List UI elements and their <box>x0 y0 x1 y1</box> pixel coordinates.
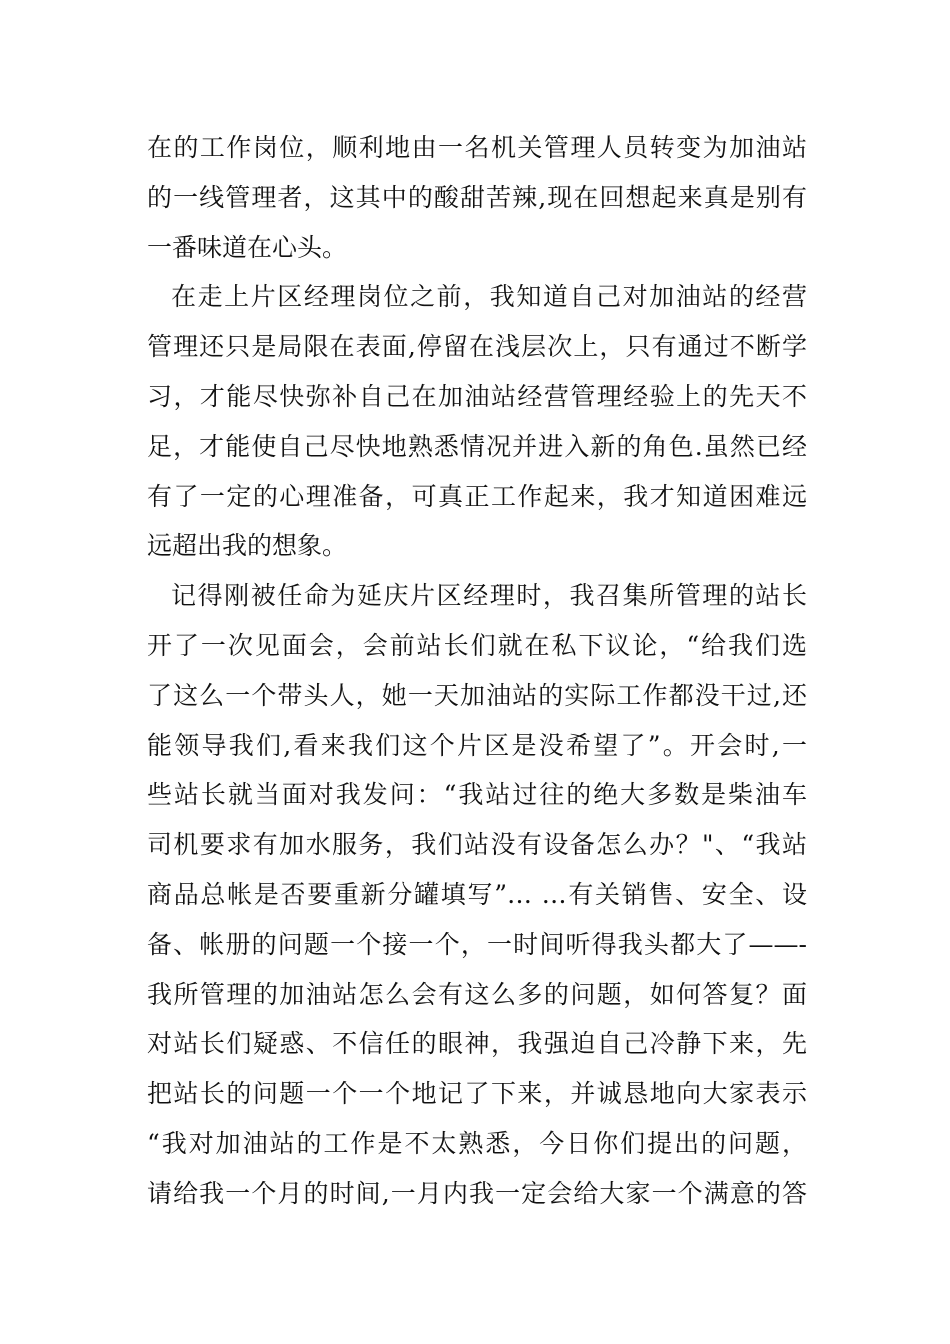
text-line: 习，才能尽快弥补自己在加油站经营管理经验上的先天不 <box>147 381 807 411</box>
text-line: 远超出我的想象。 <box>147 531 348 561</box>
text-line: 商品总帐是否要重新分罐填写”… …有关销售、安全、设 <box>147 879 807 909</box>
text-line: 有了一定的心理准备，可真正工作起来，我才知道困难远 <box>147 481 807 511</box>
text-line: 些站长就当面对我发问：“我站过往的绝大多数是柴油车 <box>147 780 807 810</box>
text-line: “我对加油站的工作是不太熟悉，今日你们提出的问题， <box>147 1128 807 1158</box>
text-line: 的一线管理者，这其中的酸甜苦辣,现在回想起来真是别有 <box>147 182 807 212</box>
text-line: 能领导我们,看来我们这个片区是没希望了”。开会时,一 <box>147 730 807 760</box>
text-line: 足，才能使自己尽快地熟悉情况并进入新的角色.虽然已经 <box>147 431 807 461</box>
text-line: 在走上片区经理岗位之前，我知道自己对加油站的经营 <box>171 282 807 312</box>
text-line: 我所管理的加油站怎么会有这么多的问题，如何答复？面 <box>147 979 807 1009</box>
text-line: 司机要求有加水服务，我们站没有设备怎么办？"、“我站 <box>147 830 807 860</box>
document-body <box>147 123 807 1219</box>
text-line: 开了一次见面会，会前站长们就在私下议论，“给我们选 <box>147 630 807 660</box>
text-line: 把站长的问题一个一个地记了下来，并诚恳地向大家表示 <box>147 1079 807 1109</box>
text-line: 请给我一个月的时间,一月内我一定会给大家一个满意的答 <box>147 1178 807 1208</box>
text-line: 对站长们疑惑、不信任的眼神，我强迫自己冷静下来，先 <box>147 1029 807 1059</box>
text-line: 记得刚被任命为延庆片区经理时，我召集所管理的站长 <box>171 581 807 611</box>
text-line: 在的工作岗位，顺利地由一名机关管理人员转变为加油站 <box>147 133 807 162</box>
text-line: 了这么一个带头人，她一天加油站的实际工作都没干过,还 <box>147 680 807 710</box>
text-line: 管理还只是局限在表面,停留在浅层次上，只有通过不断学 <box>147 332 807 362</box>
text-line: 备、帐册的问题一个接一个，一时间听得我头都大了——- <box>147 929 807 959</box>
text-line: 一番味道在心头。 <box>147 232 348 262</box>
